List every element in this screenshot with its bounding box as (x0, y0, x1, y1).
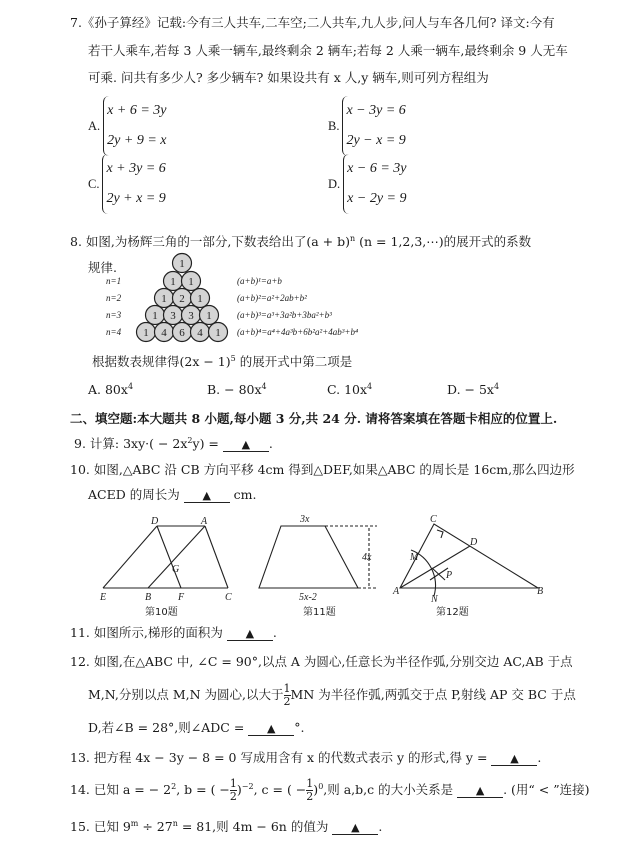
label-c: C (225, 592, 232, 603)
option-label: C. (88, 176, 100, 191)
label-height: 4x (362, 552, 372, 563)
figure-10-caption: 第10题 (145, 607, 178, 618)
q9: 9. 计算: $3xy\cdot( - 2x^2y)$ = ▲ . (74, 435, 273, 451)
q13: 13. 把方程 4x − 3y − 8 = 0 写成用含有 x 的代数式表示 y 的形式,得 y = ▲ . (70, 750, 542, 765)
q15: 15. 已知 $9^m \div 27^n = 81$,则 4m − 6n 的值为 ▲ . (70, 818, 383, 834)
pascal-number: 1 (197, 293, 203, 305)
q10-line2: ACED 的周长为 ▲ cm. (88, 487, 257, 502)
label-d: D (151, 516, 159, 527)
label-g: G (172, 564, 180, 575)
geometry-figures (0, 510, 627, 610)
figure-10 (99, 516, 232, 603)
label-e: E (100, 592, 107, 603)
equation-system: x + 3y = 6 2y + x = 9 (102, 154, 165, 214)
pascal-number: 3 (170, 310, 176, 322)
pascal-number: 6 (179, 327, 185, 339)
figure-11-caption: 第11题 (303, 607, 336, 618)
q8-option-b[interactable]: B. − $80x^4$ (207, 382, 267, 398)
label-m: M (410, 552, 419, 563)
q7-line3: 可乘. 问共有多少人? 多少辆车? 如果设共有 x 人,y 辆车,则可列方程组为 (88, 70, 489, 85)
fraction: $\frac{1}{2}$ (283, 682, 291, 708)
option-label: A. (88, 118, 101, 133)
figure-12-caption: 第12题 (436, 607, 469, 618)
answer-blank[interactable]: ▲ (223, 438, 269, 452)
equation-system: x − 3y = 6 2y − x = 9 (342, 96, 405, 156)
label-f: F (178, 592, 185, 603)
answer-blank[interactable]: ▲ (184, 489, 230, 503)
q7-option-b[interactable] (328, 96, 406, 156)
q8-question: 根据数表规律得$(2x - 1)^5$ 的展开式中第二项是 (92, 353, 353, 369)
pascal-number: 1 (188, 276, 194, 288)
q8-option-c[interactable]: C. $10x^4$ (327, 382, 373, 398)
label-p: P (446, 570, 453, 581)
label-b: B (145, 592, 152, 603)
q8-option-a[interactable]: A. $80x^4$ (88, 382, 134, 398)
q8-option-d[interactable]: D. − $5x^4$ (447, 382, 500, 398)
pascal-number: 1 (215, 327, 221, 339)
label-c: C (430, 514, 437, 525)
row-label: n=4 (106, 327, 122, 337)
figure-11 (259, 514, 377, 603)
expansion-formula: (a+b)¹=a+b (237, 276, 282, 286)
q12-line2: M,N,分别以点 M,N 为圆心,以大于 $\frac{1}{2}$ MN 为半径作弧,两弧交于点 P,射线 AP 交 BC 于点 (88, 682, 576, 708)
pascal-number: 1 (206, 310, 212, 322)
q7-option-c[interactable] (88, 154, 166, 214)
answer-blank[interactable]: ▲ (457, 784, 503, 798)
pascal-number: 4 (161, 327, 167, 339)
pascal-triangle-figure (0, 250, 627, 350)
pascal-number: 1 (143, 327, 149, 339)
q7-line2: 若干人乘车,若每 3 人乘一辆车,最终剩余 2 辆车;若每 2 人乘一辆车,最终剩余 9 人无车 (88, 43, 568, 58)
expansion-formula: (a+b)⁴=a⁴+4a³b+6b²a²+4ab³+b⁴ (237, 327, 359, 337)
pascal-number: 2 (179, 293, 185, 305)
section-heading: 二、填空题:本大题共 8 小题,每小题 3 分,共 24 分. 请将答案填在答题卡相应的位置上. (70, 411, 558, 426)
equation-system: x − 6 = 3y x − 2y = 9 (343, 154, 406, 214)
expansion-formula: (a+b)²=a²+2ab+b² (237, 293, 307, 303)
q7-option-d[interactable] (328, 154, 406, 214)
answer-blank[interactable]: ▲ (332, 821, 378, 835)
q11: 11. 如图所示,梯形的面积为 ▲ . (70, 625, 277, 640)
label-a: A (393, 586, 400, 597)
label-bottom: 5x-2 (299, 592, 317, 603)
answer-blank[interactable]: ▲ (491, 752, 537, 766)
answer-blank[interactable]: ▲ (248, 722, 294, 736)
q14: 14. 已知 a = − $2^2$, b = ( − $\frac{1}{2}$ )$^{-2}$, c = ( − $\frac{1}{2}$ )$^0$,则 a,b,c 的大小关系是 ▲ . (用“ < ”连接) (70, 777, 590, 803)
row-label: n=1 (106, 276, 122, 286)
q12-line1: 12. 如图,在△ABC 中, ∠C = 90°,以点 A 为圆心,任意长为半径作弧,分别交边 AC,AB 于点 (70, 654, 573, 669)
q7-option-a[interactable] (88, 96, 166, 156)
row-label: n=3 (106, 310, 122, 320)
q12-line3: D,若∠B = 28°,则∠ADC = ▲ °. (88, 720, 305, 735)
option-label: B. (328, 118, 340, 133)
label-d: D (470, 537, 478, 548)
q7-line1: 7.《孙子算经》记载:今有三人共车,二车空;二人共车,九人步,问人与车各几何? 译文:今有 (70, 15, 555, 30)
option-label: D. (328, 176, 341, 191)
label-b: B (537, 586, 544, 597)
row-label: n=2 (106, 293, 122, 303)
equation-system: x + 6 = 3y 2y + 9 = x (103, 96, 166, 156)
pascal-number: 4 (197, 327, 203, 339)
pascal-number: 1 (170, 276, 176, 288)
figure-12 (392, 514, 543, 605)
pascal-number: 1 (152, 310, 158, 322)
answer-blank[interactable]: ▲ (227, 627, 273, 641)
pascal-number: 1 (161, 293, 167, 305)
q8-line2: 规律. (88, 260, 117, 275)
label-n: N (431, 594, 438, 605)
q10-line1: 10. 如图,△ABC 沿 CB 方向平移 4cm 得到△DEF,如果△ABC 的周长是 16cm,那么四边形 (70, 462, 575, 477)
pascal-number: 3 (188, 310, 194, 322)
pascal-number: 1 (179, 258, 185, 270)
q8-line1: 8. 如图,为杨辉三角的一部分,下数表给出了$(a + b)^n$ (n = 1,2,3,⋯)的展开式的系数 (70, 233, 532, 249)
label-a: A (201, 516, 208, 527)
expansion-formula: (a+b)³=a³+3a²b+3ba²+b³ (237, 310, 332, 320)
label-top: 3x (300, 514, 310, 525)
